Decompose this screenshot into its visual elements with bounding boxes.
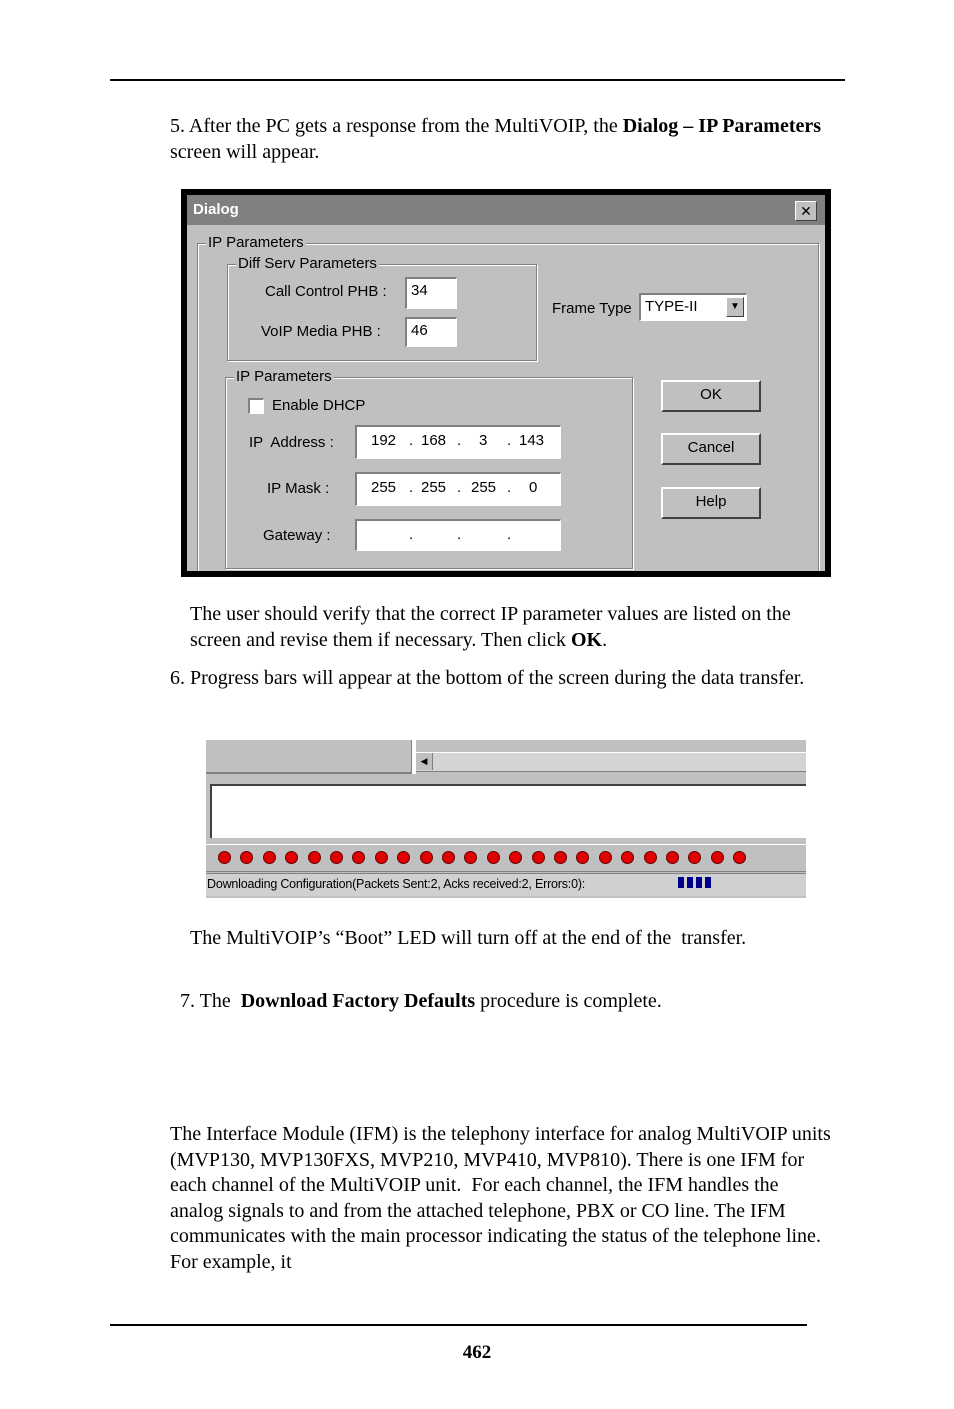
ip-octet: 255 <box>421 479 447 496</box>
diff-serv-group <box>227 255 537 361</box>
verify-text: The user should verify that the correct IP parameter values are listed on the screen and revise them if necessary. Then click <box>190 603 791 651</box>
red-led-icon <box>442 851 455 864</box>
ip-dot: . <box>457 432 462 449</box>
ip-octet: 3 <box>479 432 488 449</box>
ip-mask-label: IP Mask : <box>267 480 330 497</box>
ip-parameters-dialog <box>187 195 825 571</box>
step-5 <box>170 113 840 165</box>
step-text: procedure is complete. <box>475 990 662 1012</box>
ip-octet: 168 <box>421 432 447 449</box>
step-bold: Download Factory Defaults <box>240 990 476 1012</box>
verify-paragraph <box>190 601 840 653</box>
step-number: 7. <box>180 990 195 1012</box>
step-text: After the PC gets a response from the MultiVOIP, the <box>188 115 623 137</box>
ip-dot: . <box>409 479 414 496</box>
progress-block <box>687 877 693 888</box>
call-control-phb-input[interactable]: 34 <box>405 277 457 309</box>
footer-rule <box>110 1324 807 1326</box>
gateway-label: Gateway : <box>263 527 331 544</box>
red-led-icon <box>487 851 500 864</box>
voip-media-phb-input[interactable]: 46 <box>405 317 457 347</box>
ip-dot: . <box>409 526 414 543</box>
ip-address-input[interactable] <box>355 425 561 459</box>
red-led-icon <box>532 851 545 864</box>
ip-octet: 255 <box>371 479 397 496</box>
step-text: Progress bars will appear at the bottom of the screen during the data transfer. <box>190 667 805 689</box>
group-label: IP Parameters <box>236 368 332 385</box>
red-led-icon <box>218 851 231 864</box>
ip-octet: 143 <box>519 432 545 449</box>
ok-button[interactable]: OK <box>661 380 761 412</box>
frame-type-select[interactable] <box>639 293 747 321</box>
red-led-icon <box>644 851 657 864</box>
page-number: 462 <box>462 1342 492 1363</box>
ifm-paragraph: The Interface Module (IFM) is the telephony interface for analog MultiVOIP units (MVP130, MVP130FXS, MVP210, MVP410, MVP810). There is one IFM for each channel of the MultiVOIP unit. For each channel, the IFM handles the analog signals to and from the attached telephone, PBX or CO line. The IFM communicates with the main processor indicating the status of the telephone line. For example, it <box>170 1123 836 1273</box>
progress-screenshot <box>206 740 806 898</box>
close-icon[interactable]: ✕ <box>795 201 817 221</box>
red-led-icon <box>420 851 433 864</box>
scroll-left-icon[interactable]: ◀ <box>416 753 433 770</box>
ip-octet: 0 <box>529 479 538 496</box>
ip-dot: . <box>507 479 512 496</box>
red-led-icon <box>599 851 612 864</box>
output-pane <box>210 784 806 838</box>
progress-block <box>705 877 711 888</box>
dialog-screenshot <box>181 189 831 577</box>
group-label: IP Parameters <box>208 234 304 251</box>
enable-dhcp-checkbox[interactable] <box>248 398 264 414</box>
status-text: Downloading Configuration(Packets Sent:2, Acks received:2, Errors:0): <box>207 877 586 891</box>
red-led-icon <box>308 851 321 864</box>
progress-block <box>696 877 702 888</box>
verify-text: . <box>602 629 608 651</box>
ip-address-label: IP Address : <box>249 434 334 451</box>
call-control-label: Call Control PHB : <box>265 283 387 300</box>
dialog-title: Dialog <box>193 201 239 218</box>
ip-dot: . <box>457 526 462 543</box>
ip-octet: 192 <box>371 432 397 449</box>
dialog-titlebar <box>187 195 825 225</box>
header-rule <box>110 79 845 81</box>
enable-dhcp-label: Enable DHCP <box>272 397 366 414</box>
status-bar <box>206 873 806 896</box>
red-led-icon <box>375 851 388 864</box>
ip-dot: . <box>409 432 414 449</box>
voip-media-label: VoIP Media PHB : <box>261 323 381 340</box>
step-7 <box>170 962 840 1014</box>
step-bold: Dialog – IP Parameters <box>622 115 822 137</box>
step-number: 5. <box>170 115 185 137</box>
ip-dot: . <box>507 526 512 543</box>
ip-dot: . <box>457 479 462 496</box>
horizontal-scrollbar[interactable] <box>416 752 806 772</box>
verify-bold: OK <box>570 629 603 651</box>
step-6 <box>170 665 840 691</box>
top-panel <box>206 740 413 774</box>
red-led-icon <box>330 851 343 864</box>
boot-led-note: The MultiVOIP’s “Boot” LED will turn off at the end of the transfer. <box>190 927 747 949</box>
red-led-icon <box>666 851 679 864</box>
progress-block <box>678 877 684 888</box>
help-button[interactable]: Help <box>661 487 761 519</box>
frame-type-value: TYPE-II <box>645 298 698 315</box>
ip-dot: . <box>507 432 512 449</box>
step-text: screen will appear. <box>170 141 320 163</box>
red-led-icon <box>711 851 724 864</box>
ip-octet: 255 <box>471 479 497 496</box>
step-text: The <box>199 990 241 1012</box>
gateway-input[interactable] <box>355 519 561 551</box>
ip-mask-input[interactable] <box>355 472 561 506</box>
chevron-down-icon[interactable]: ▼ <box>726 297 744 317</box>
frame-type-label: Frame Type <box>552 300 632 317</box>
group-label: Diff Serv Parameters <box>238 255 377 272</box>
red-led-icon <box>554 851 567 864</box>
step-number: 6. <box>170 667 185 689</box>
cancel-button[interactable]: Cancel <box>661 433 761 465</box>
red-led-icon <box>263 851 276 864</box>
